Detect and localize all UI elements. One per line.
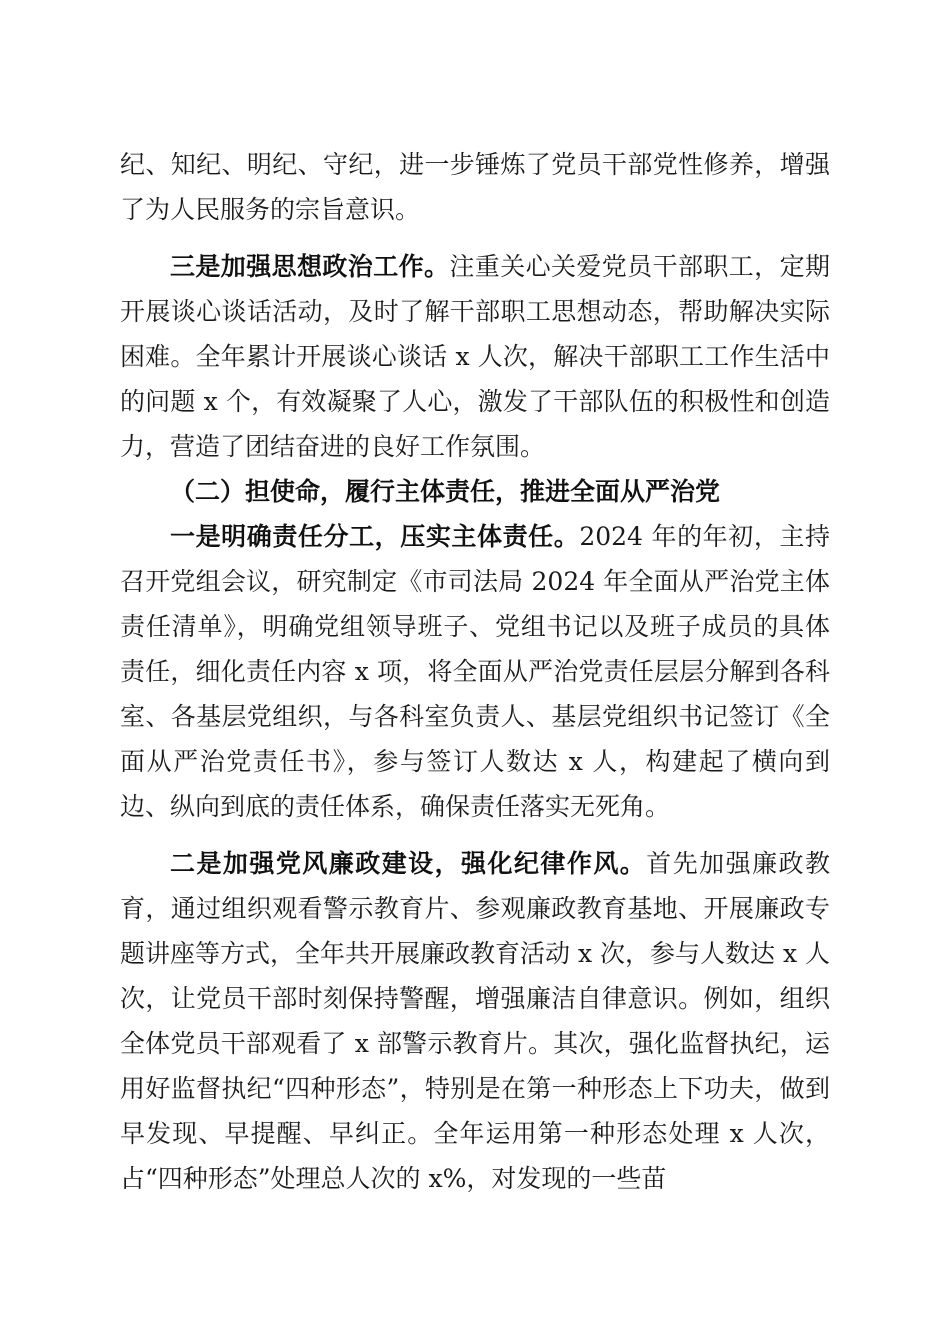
paragraph-text: 注重关心关爱党员干部职工，定期开展谈心谈话活动，及时了解干部职工思想动态，帮助解决实际困难。全年累计开展谈心谈话 x 人次，解决干部职工工作生活中的问题 x 个，有效凝聚了人心，激发了干部队伍的积极性和创造力，营造了团结奋进的良好工作氛围。 [120,252,830,461]
section-heading: （二）担使命，履行主体责任，推进全面从严治党 [170,477,721,506]
paragraph-text: 2024 年的年初，主持召开党组会议，研究制定《市司法局 2024 年全面从严治党主体责任清单》，明确党组领导班子、党组书记以及班子成员的具体责任，细化责任内容 x 项，将全面从严治党责任层层分解到各科室、各基层党组织，与各科室负责人、基层党组织书记签订《全面从严治党责任书》，参与签订人数达 x 人，构建起了横向到边、纵向到底的责任体系，确保责任落实无死角。 [120,522,830,821]
paragraph-lead: 二是加强党风廉政建设，强化纪律作风。 [170,849,647,878]
paragraph-lead: 三是加强思想政治工作。 [170,252,450,281]
paragraph-text: 首先加强廉政教育，通过组织观看警示教育片、参观廉政教育基地、开展廉政专题讲座等方式，全年共开展廉政教育活动 x 次，参与人数达 x 人次，让党员干部时刻保持警醒，增强廉洁自律意识。例如，组织全体党员干部观看了 x 部警示教育片。其次，强化监督执纪，运用好监督执纪“四种形态”，特别是在第一种形态上下功夫，做到早发现、早提醒、早纠正。全年运用第一种形态处理 x 人次，占“四种形态”处理总人次的 x%，对发现的一些苗 [120,849,830,1193]
paragraph-ideological-work [120,244,830,469]
paragraph-lead: 一是明确责任分工，压实主体责任。 [170,522,580,551]
document-body [120,142,830,1201]
paragraph-text: 纪、知纪、明纪、守纪，进一步锤炼了党员干部党性修养，增强了为人民服务的宗旨意识。 [120,150,830,224]
paragraph-continuation [120,142,830,232]
paragraph-responsibility [120,514,830,829]
paragraph-integrity [120,841,830,1201]
